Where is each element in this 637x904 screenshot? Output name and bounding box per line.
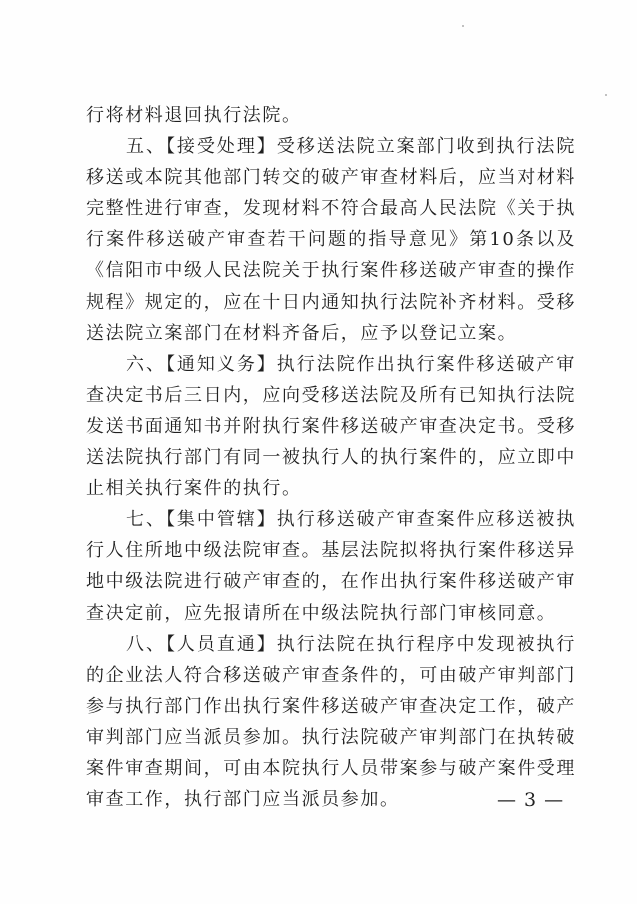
scan-speck	[462, 25, 464, 27]
paragraph-item-7-centralized-jurisdiction: 七、【集中管辖】执行移送破产审查案件应移送被执行人住所地中级法院审查。基层法院拟将执行案件移送异地中级法院进行破产审查的，在作出执行案件移送破产审查决定前，应先报请所在中级法院执行部门审核同意。	[86, 509, 576, 624]
paragraph-item-8-personnel-access: 八、【人员直通】执行法院在执行程序中发现被执行的企业法人符合移送破产审查条件的，可由破产审判部门参与执行部门作出执行案件移送破产审查决定工作，破产审判部门应当派员参加。执行法院破产审判部门在执转破案件审查期间，可由本院执行人员带案参与破产案件受理审查工作，执行部门应当派员参加。	[86, 633, 576, 811]
page-number: — 3 —	[497, 789, 565, 811]
paragraph-item-6-notification-duty: 六、【通知义务】执行法院作出执行案件移送破产审查决定书后三日内，应向受移送法院及所有已知执行法院发送书面通知书并附执行案件移送破产审查决定书。受移送法院执行部门有同一被执行人的执行案件的，应立即中止相关执行案件的执行。	[86, 353, 576, 500]
paragraph-continuation: 行将材料退回执行法院。	[86, 105, 302, 126]
scan-speck	[605, 94, 607, 96]
document-body	[86, 100, 576, 815]
paragraph-item-5-accept-handling: 五、【接受处理】受移送法院立案部门收到执行法院移送或本院其他部门转交的破产审查材料后，应当对材料完整性进行审查，发现材料不符合最高人民法院《关于执行案件移送破产审查若干问题的指导意见》第10条以及《信阳市中级人民法院关于执行案件移送破产审查的操作规程》规定的，应在十日内通知执行法院补齐材料。受移送法院立案部门在材料齐备后，应予以登记立案。	[86, 136, 576, 344]
